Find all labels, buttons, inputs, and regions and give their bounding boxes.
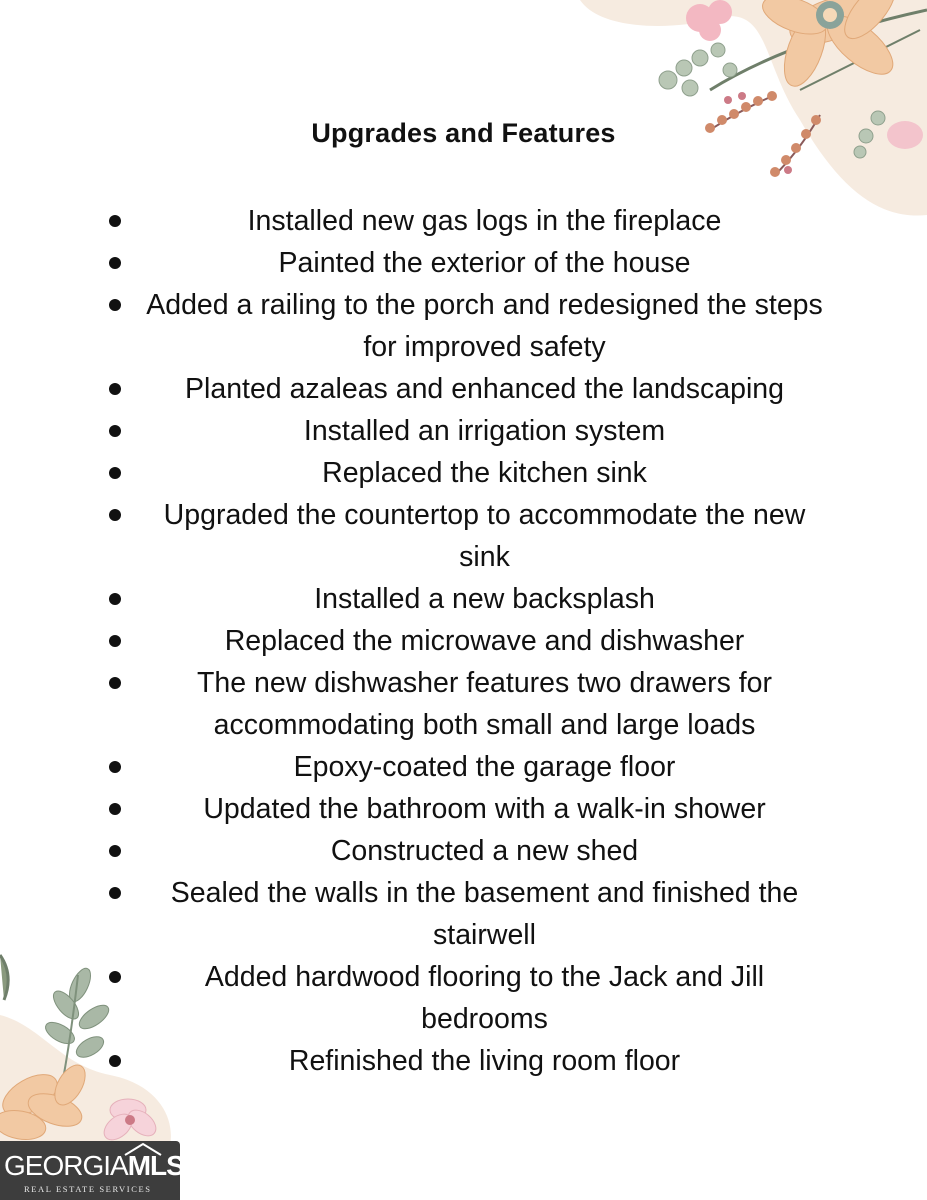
bullet-icon — [109, 257, 121, 269]
logo-brand-left: GEORGIA — [4, 1150, 128, 1181]
list-item-text: Upgraded the countertop to accommodate the new sink — [163, 499, 806, 573]
list-item — [0, 578, 927, 620]
georgia-mls-logo — [0, 1141, 184, 1200]
bullet-icon — [109, 509, 121, 521]
list-item-text: Sealed the walls in the basement and finished the stairwell — [170, 877, 799, 951]
list-item — [0, 242, 927, 284]
bullet-icon — [109, 1055, 121, 1067]
features-list — [0, 200, 927, 1082]
list-item — [0, 830, 927, 872]
list-item — [0, 410, 927, 452]
bullet-icon — [109, 425, 121, 437]
logo-brand-right: MLS — [127, 1150, 184, 1181]
bullet-icon — [109, 635, 121, 647]
list-item — [0, 620, 927, 662]
bullet-icon — [109, 887, 121, 899]
bullet-icon — [109, 677, 121, 689]
list-item-text: Installed a new backsplash — [314, 583, 655, 615]
list-item-text: Added a railing to the porch and redesigned the steps for improved safety — [146, 289, 823, 363]
list-item-text: Planted azaleas and enhanced the landscaping — [185, 373, 784, 405]
list-item-text: Refinished the living room floor — [288, 1045, 681, 1077]
bullet-icon — [109, 383, 121, 395]
list-item — [0, 872, 927, 956]
logo-wordmark — [4, 1150, 184, 1182]
bullet-icon — [109, 845, 121, 857]
bullet-icon — [109, 215, 121, 227]
list-item-text: Added hardwood flooring to the Jack and Jill bedrooms — [204, 961, 765, 1035]
list-item-text: Installed an irrigation system — [303, 415, 666, 447]
list-item — [0, 200, 927, 242]
list-item — [0, 452, 927, 494]
list-item-text: Updated the bathroom with a walk-in shower — [203, 793, 766, 825]
list-item-text: The new dishwasher features two drawers for accommodating both small and large loads — [196, 667, 772, 741]
list-item-text: Constructed a new shed — [330, 835, 639, 867]
list-item-text: Painted the exterior of the house — [278, 247, 691, 279]
list-item — [0, 788, 927, 830]
list-item-text: Epoxy-coated the garage floor — [293, 751, 676, 783]
list-item — [0, 746, 927, 788]
list-item-text: Replaced the kitchen sink — [322, 457, 647, 489]
list-item — [0, 284, 927, 368]
bullet-icon — [109, 803, 121, 815]
list-item — [0, 494, 927, 578]
logo-tagline: REAL ESTATE SERVICES — [24, 1184, 152, 1194]
bullet-icon — [109, 761, 121, 773]
page-title: Upgrades and Features — [311, 118, 616, 148]
bullet-icon — [109, 299, 121, 311]
list-item — [0, 956, 927, 1040]
list-item — [0, 368, 927, 410]
list-item-text: Replaced the microwave and dishwasher — [224, 625, 745, 657]
list-item-text: Installed new gas logs in the fireplace — [247, 205, 722, 237]
list-item — [0, 662, 927, 746]
bullet-icon — [109, 467, 121, 479]
bullet-icon — [109, 971, 121, 983]
list-item — [0, 1040, 927, 1082]
bullet-icon — [109, 593, 121, 605]
